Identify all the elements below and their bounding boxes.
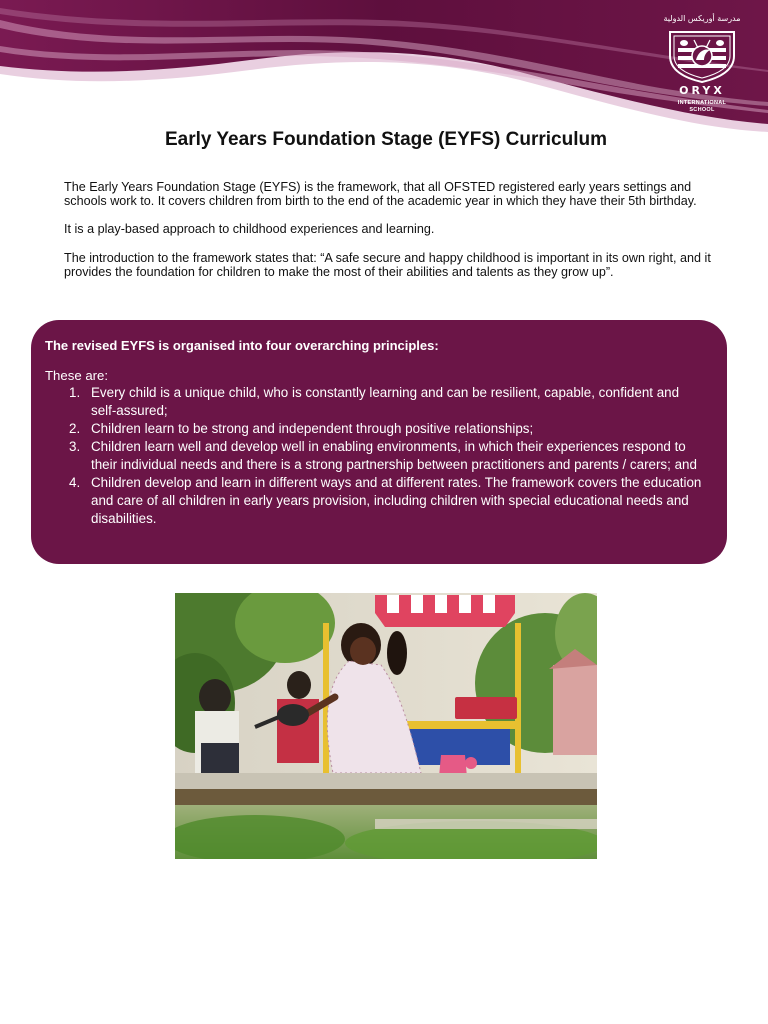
page-title: Early Years Foundation Stage (EYFS) Curriculum [164, 129, 608, 150]
principle-text: Children develop and learn in different ways and at different rates. The framework covers the education and care of all children in early years provision, including children with special educational needs and disabilities. [91, 475, 702, 526]
child-gardening-photo [175, 593, 597, 859]
principle-item [45, 474, 707, 528]
intro-text [64, 180, 714, 293]
logo-arabic-name: مدرسة أوريكس الدولية [663, 14, 741, 23]
logo-subtitle-1: INTERNATIONAL [677, 100, 727, 106]
logo-brand: ORYX [679, 84, 725, 97]
intro-paragraph: The introduction to the framework states that: “A safe secure and happy childhood is important in its own right, and it provides the foundation for children to make the most of their abilities and talents as they grow up”. [64, 250, 711, 279]
header-wave-banner [0, 0, 768, 140]
principle-text: Children learn well and develop well in enabling environments, in which their experiences respond to their individual needs and there is a strong partnership between practitioners and parents / carers; and [91, 439, 697, 472]
intro-paragraph: It is a play-based approach to childhood experiences and learning. [64, 222, 435, 237]
principle-item [45, 438, 707, 474]
intro-paragraph: The Early Years Foundation Stage (EYFS) is the framework, that all OFSTED registered early years settings and schools work to. It covers children from birth to the end of the academic year in which they have their 5th birthday. [64, 180, 697, 209]
oryx-crest-icon [664, 26, 740, 84]
principle-text: Every child is a unique child, who is constantly learning and can be resilient, capable, confident and self-assured; [91, 385, 680, 418]
principle-number: 4. [69, 475, 81, 490]
principles-list [45, 384, 707, 528]
principle-item [45, 384, 707, 420]
principles-intro: These are: [45, 368, 109, 383]
principle-number: 1. [69, 385, 81, 400]
principle-text: Children learn to be strong and independent through positive relationships; [91, 421, 534, 436]
principles-heading: The revised EYFS is organised into four overarching principles: [45, 338, 439, 353]
principles-panel [31, 320, 727, 564]
principle-item [45, 420, 707, 438]
principle-number: 3. [69, 439, 81, 454]
logo-subtitle-2: SCHOOL [689, 107, 715, 113]
principle-number: 2. [69, 421, 81, 436]
school-logo [660, 14, 744, 114]
